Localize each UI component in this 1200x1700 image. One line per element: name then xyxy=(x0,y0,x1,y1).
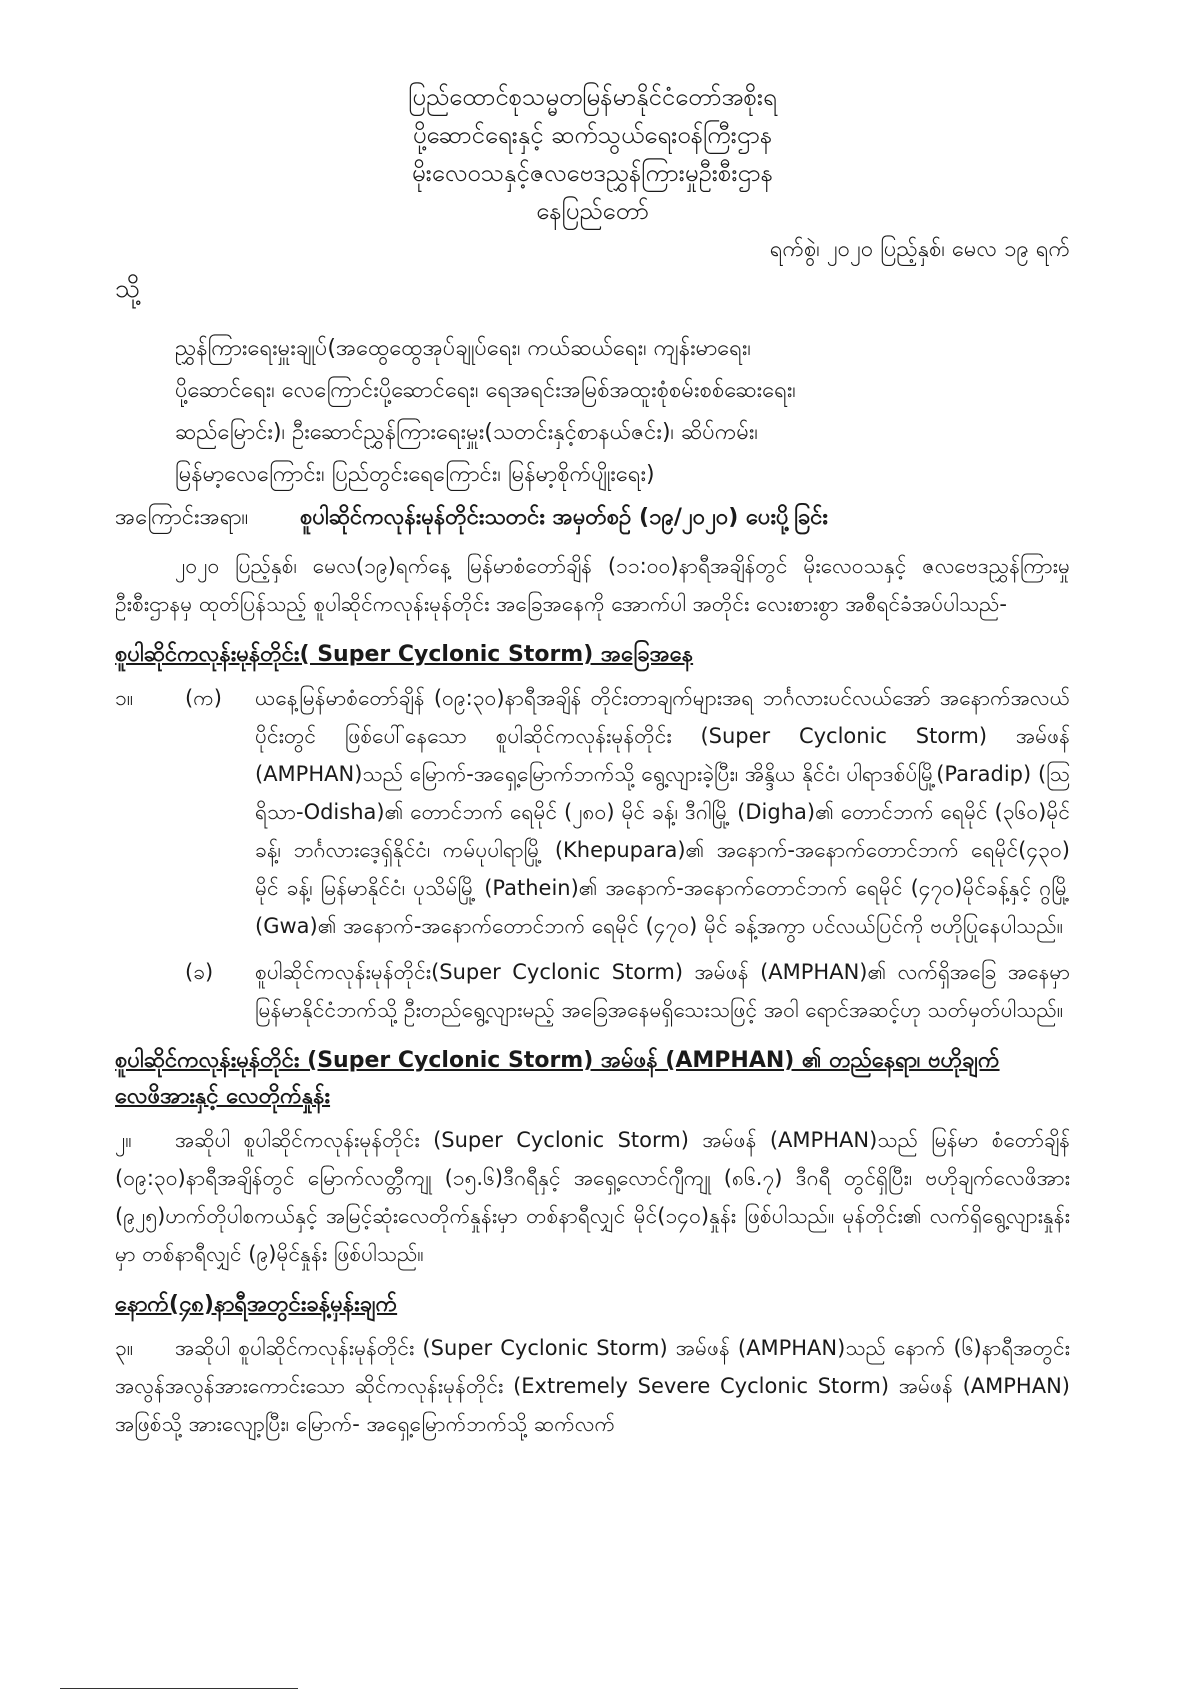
recipient-line: ပို့ဆောင်ရေး၊ လေကြောင်းပို့ဆောင်ရေး၊ ရေအရင်းအမြစ်အထူးစုံစမ်းစစ်ဆေးရေး၊ xyxy=(175,378,796,403)
recipients-block xyxy=(175,328,1070,496)
item-a-text: ယနေ့မြန်မာစံတော်ချိန် (၀၉:၃၀)နာရီအချိန် တိုင်းတာချက်များအရ ဘင်္ဂလားပင်လယ်အော် အနောက်အလယ်ပိုင်းတွင် ဖြစ်ပေါ်နေသော စူပါဆိုင်ကလုန်းမုန်တိုင်း (Super Cyclonic Storm) အမ်ဖန် (AMPHAN)သည် မြောက်-အရှေ့မြောက်ဘက်သို့ ရွေ့လျားခဲ့ပြီး၊ အိန္ဒိယ နိုင်ငံ၊ ပါရာဒစ်ပ်မြို့(Paradip) (ဩရိသာ-Odisha)၏ တောင်ဘက် ရေမိုင် (၂၈၀) မိုင် ခန့်၊ ဒီဂါမြို့ (Digha)၏ တောင်ဘက် ရေမိုင် (၃၆၀)မိုင်ခန့်၊ ဘင်္ဂလားဒေ့ရှ်နိုင်ငံ၊ ကမ်ပုပါရာမြို့ (Khepupara)၏ အနောက်-အနောက်တောင်ဘက် ရေမိုင်(၄၃၀) မိုင် ခန့်၊ မြန်မာနိုင်ငံ၊ ပုသိမ်မြို့ (Pathein)၏ အနောက်-အနောက်တောင်ဘက် ရေမိုင် (၄၇၀)မိုင်ခန့်နှင့် ဂွမြို့ (Gwa)၏ အနောက်-အနောက်တောင်ဘက် ရေမိုင် (၄၇၀) မိုင် ခန့်အကွာ ပင်လယ်ပြင်ကို ဗဟိုပြုနေပါသည်။ xyxy=(255,686,1070,938)
section1-item-a xyxy=(115,679,1070,945)
section2-number: ၂။ xyxy=(115,1128,132,1152)
to-label: သို့ xyxy=(115,274,141,304)
recipient-line: မြန်မာ့လေကြောင်း၊ ပြည်တွင်းရေကြောင်း၊ မြန်မာ့စိုက်ပျိုးရေး) xyxy=(175,462,655,487)
letterhead-department: မိုးလေဝသနှင့်ဇလဗေဒညွှန်ကြားမှုဦးစီးဌာန xyxy=(411,159,774,187)
document-date: ရက်စွဲ၊ ၂၀၂၀ ပြည့်နှစ်၊ မေလ ၁၉ ရက် xyxy=(769,237,1070,262)
section2-paragraph xyxy=(115,1121,1070,1273)
section2-text: အဆိုပါ စူပါဆိုင်ကလုန်းမုန်တိုင်း (Super Cyclonic Storm) အမ်ဖန် (AMPHAN)သည် မြန်မာ စံတော်ချိန် (၀၉:၃၀)နာရီအချိန်တွင် မြောက်လတ္တီကျု (၁၅.၆)ဒီဂရီနှင့် အရှေ့လောင်ဂျီကျု (၈၆.၇) ဒီဂရီ တွင်ရှိပြီး၊ ဗဟိုချက်လေဖိအား (၉၂၅)ဟက်တိုပါစကယ်နှင့် အမြင့်ဆုံးလေတိုက်နှုန်းမှာ တစ်နာရီလျှင် မိုင်(၁၄၀)နှုန်း ဖြစ်ပါသည်။ မုန်တိုင်း၏ လက်ရှိရွေ့လျားနှုန်းမှာ တစ်နာရီလျှင် (၉)မိုင်နှုန်း ဖြစ်ပါသည်။ xyxy=(115,1128,1070,1266)
subject-line xyxy=(115,502,1070,535)
subject-value: စူပါဆိုင်ကလုန်းမုန်တိုင်းသတင်း အမှတ်စဉ် (၁၉/၂၀၂၀) ပေးပို့ခြင်း xyxy=(300,505,829,530)
section2-heading: စူပါဆိုင်ကလုန်းမုန်တိုင်း (Super Cyclonic Storm) အမ်ဖန် (AMPHAN) ၏ တည်နေရာ၊ ဗဟိုချက် လေဖိအားနှင့် လေတိုက်နှုန်း xyxy=(115,1048,1000,1109)
recipient-line: ညွှန်ကြားရေးမှူးချုပ်(အထွေထွေအုပ်ချုပ်ရေး၊ ကယ်ဆယ်ရေး၊ ကျန်းမာရေး၊ xyxy=(175,336,751,361)
letterhead xyxy=(115,78,1070,230)
intro-paragraph: ၂၀၂၀ ပြည့်နှစ်၊ မေလ(၁၉)ရက်နေ့ မြန်မာစံတော်ချိန် (၁၁:၀၀)နာရီအချိန်တွင် မိုးလေဝသနှင့် ဇလဗေဒညွှန်ကြားမှုဦးစီးဌာနမှ ထုတ်ပြန်သည့် စူပါဆိုင်ကလုန်းမုန်တိုင်း အခြေအနေကို အောက်ပါ အတိုင်း လေးစားစွာ အစီရင်ခံအပ်ပါသည်- xyxy=(115,554,1070,616)
section3-paragraph xyxy=(115,1329,1070,1443)
letterhead-city: နေပြည်တော် xyxy=(536,197,649,225)
item-b-label: (ခ) xyxy=(185,960,214,984)
item-a-label: (က) xyxy=(185,686,222,710)
section1-item-b xyxy=(185,953,1070,1029)
section3-heading: နောက်(၄၈)နာရီအတွင်းခန့်မှန်းချက် xyxy=(115,1292,398,1317)
letterhead-ministry: ပို့ဆောင်ရေးနှင့် ဆက်သွယ်ရေးဝန်ကြီးဌာန xyxy=(412,121,773,149)
section3-text: အဆိုပါ စူပါဆိုင်ကလုန်းမုန်တိုင်း (Super Cyclonic Storm) အမ်ဖန် (AMPHAN)သည် နောက် (၆)နာရီအတွင်း အလွန်အလွန်အားကောင်းသော ဆိုင်ကလုန်းမုန်တိုင်း (Extremely Severe Cyclonic Storm) အမ်ဖန် (AMPHAN) အဖြစ်သို့ အားလျော့ပြီး၊ မြောက်- အရှေ့မြောက်ဘက်သို့ ဆက်လက် xyxy=(115,1336,1070,1436)
footer-rule xyxy=(60,1688,298,1689)
recipient-line: ဆည်မြောင်း)၊ ဦးဆောင်ညွှန်ကြားရေးမှူး(သတင်းနှင့်စာနယ်ဇင်း)၊ ဆိပ်ကမ်း၊ xyxy=(175,420,758,445)
item-b-text: စူပါဆိုင်ကလုန်းမုန်တိုင်း(Super Cyclonic Storm) အမ်ဖန် (AMPHAN)၏ လက်ရှိအခြေ အနေမှာ မြန်မာနိုင်ငံဘက်သို့ ဦးတည်ရွေ့လျားမည့် အခြေအနေမရှိသေးသဖြင့် အဝါ ရောင်အဆင့်ဟု သတ်မှတ်ပါသည်။ xyxy=(255,960,1070,1022)
section1-heading: စူပါဆိုင်ကလုန်းမုန်တိုင်း( Super Cyclonic Storm) အခြေအနေ xyxy=(115,642,694,667)
subject-label: အကြောင်းအရာ။ xyxy=(115,505,249,530)
letterhead-government: ပြည်ထောင်စုသမ္မတမြန်မာနိုင်ငံတော်အစိုးရ xyxy=(408,83,777,111)
section1-number: ၁။ xyxy=(115,686,134,710)
section3-number: ၃။ xyxy=(115,1336,134,1360)
